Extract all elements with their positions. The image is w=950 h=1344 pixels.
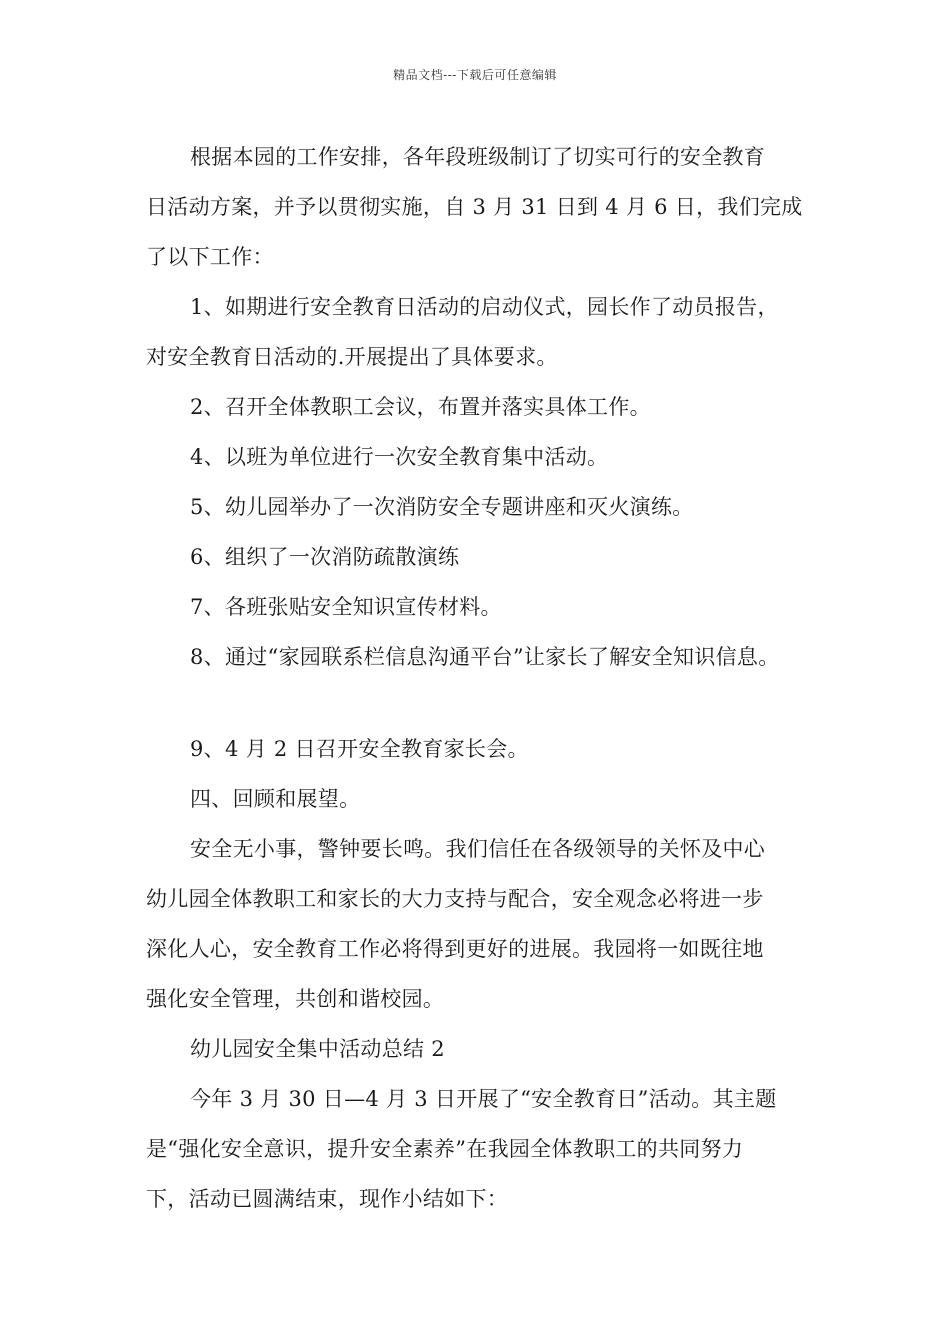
list-item: 7、各班张贴安全知识宣传材料。 [190,595,502,619]
list-item: 8、通过“家园联系栏信息沟通平台”让家长了解安全知识信息。 [190,645,780,669]
list-item: 6、组织了一次消防疏散演练 [190,545,460,569]
list-item: 9、4 月 2 日召开安全教育家长会。 [190,737,529,761]
paragraph-line: 日活动方案，并予以贯彻实施，自 3 月 31 日到 4 月 6 日，我们完成 [146,195,803,219]
page-header: 精品文档---下载后可任意编辑 [393,68,557,82]
section-heading: 四、回顾和展望。 [190,787,361,811]
list-item: 1、如期进行安全教育日活动的启动仪式，园长作了动员报告， [190,295,779,319]
list-item: 5、幼儿园举办了一次消防安全专题讲座和灭火演练。 [190,495,694,519]
paragraph-line: 强化安全管理，共创和谐校园。 [146,987,445,1011]
list-item-continuation: 对安全教育日活动的.开展提出了具体要求。 [146,345,558,369]
document-body [146,132,826,1224]
paragraph-line: 幼儿园全体教职工和家长的大力支持与配合，安全观念必将进一步 [146,887,764,911]
paragraph-line: 深化人心，安全教育工作必将得到更好的进展。我园将一如既往地 [146,937,764,961]
list-item: 4、以班为单位进行一次安全教育集中活动。 [190,445,609,469]
paragraph-line: 是“强化安全意识，提升安全素养”在我园全体教职工的共同努力 [146,1137,744,1161]
paragraph-line: 下，活动已圆满结束，现作小结如下： [146,1187,509,1211]
paragraph-line: 安全无小事，警钟要长鸣。我们信任在各级领导的关怀及中心 [190,837,766,861]
article-title: 幼儿园安全集中活动总结 2 [190,1037,445,1061]
paragraph-line: 了以下工作： [146,245,274,269]
list-item: 2、召开全体教职工会议，布置并落实具体工作。 [190,395,651,419]
blank-spacer [146,682,826,724]
paragraph-line: 今年 3 月 30 日—4 月 3 日开展了“安全教育日”活动。其主题 [190,1087,777,1111]
paragraph-line: 根据本园的工作安排，各年段班级制订了切实可行的安全教育 [190,145,766,169]
